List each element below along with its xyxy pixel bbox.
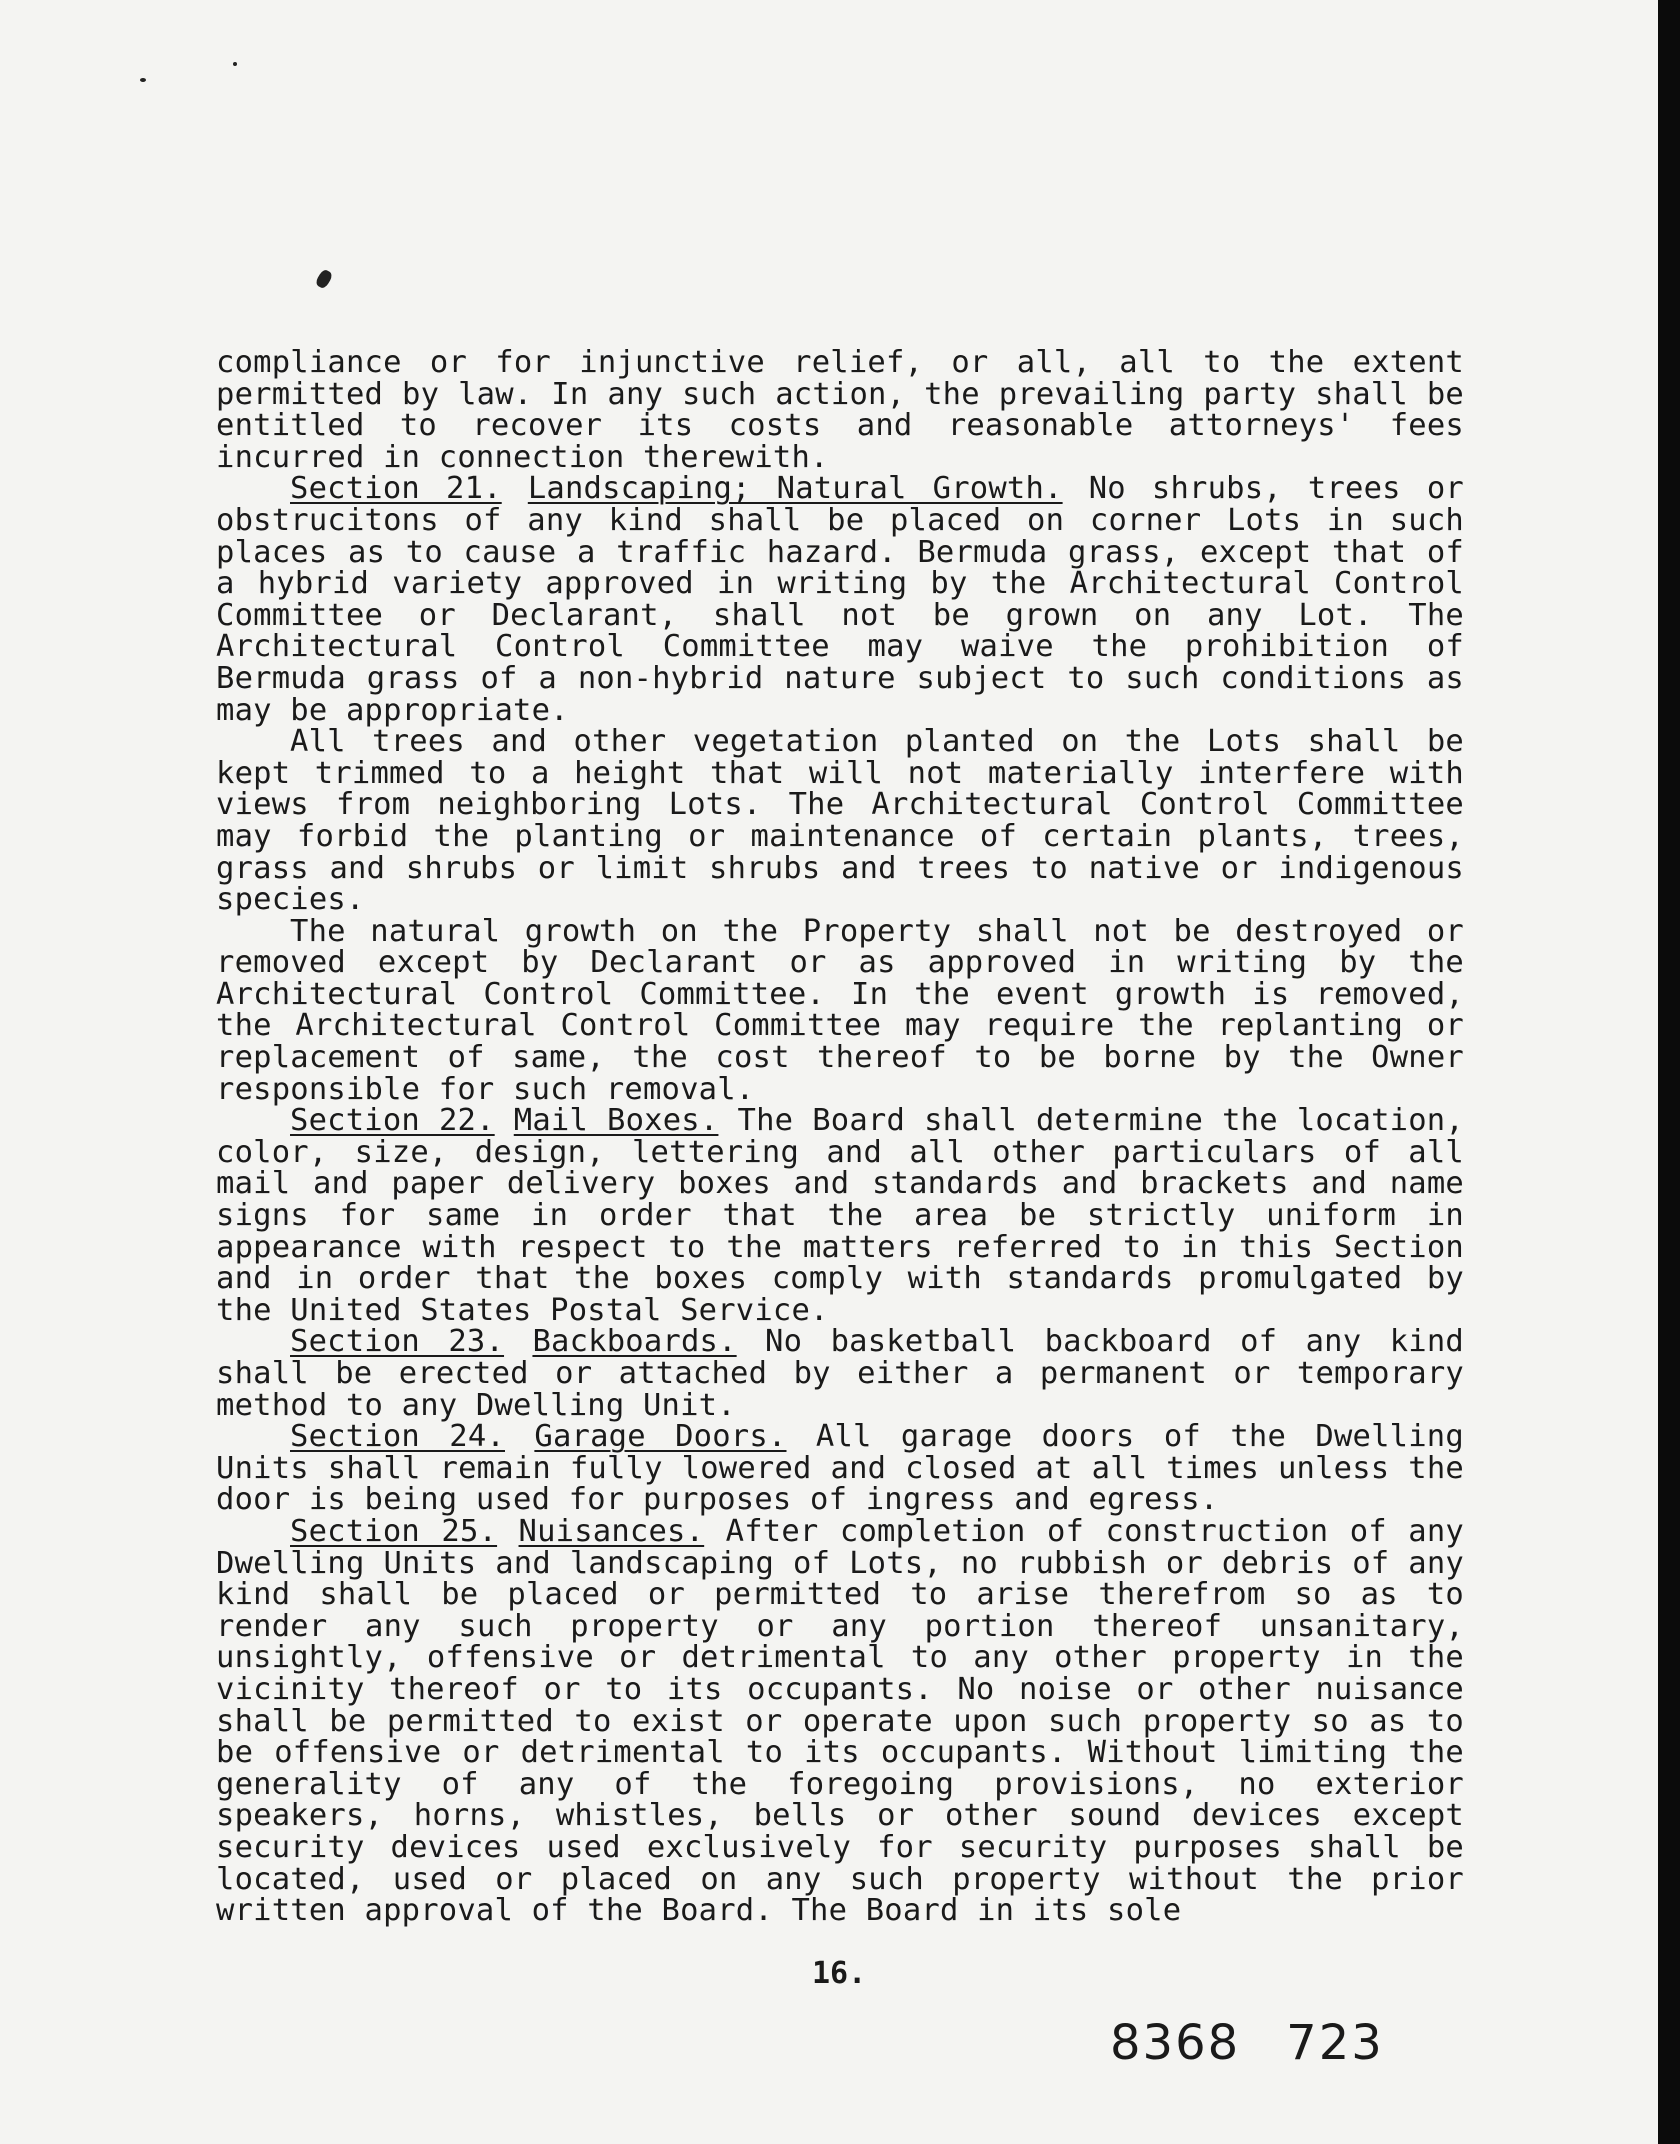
section-21-heading: Section 21. [290, 471, 502, 507]
scan-border [1658, 0, 1680, 2144]
section-23 [216, 1326, 1464, 1421]
section-24 [216, 1421, 1464, 1516]
recording-page: 723 [1286, 2015, 1384, 2071]
scan-speck [140, 78, 146, 82]
section-23-heading: Section 23. [290, 1324, 505, 1360]
page-number: 16. [812, 1956, 867, 1991]
section-23-body: No basketball backboard of any kind shall be erected or attached by either a permanent or temporary method to any Dwelling Unit. [216, 1324, 1464, 1423]
section-22-body: The Board shall determine the location, color, size, design, lettering and all other particulars of all mail and paper delivery boxes and standards and brackets and name signs for same in order that the area be strictly uniform in appearance with respect to the matters referred to in this Section and in order that the boxes comply with standards promulgated by the United States Postal Service. [216, 1103, 1464, 1328]
section-25 [216, 1513, 1464, 1929]
section-22-title: Mail Boxes. [513, 1103, 719, 1139]
section-21 [216, 473, 1464, 726]
section-24-body: All garage doors of the Dwelling Units shall remain fully lowered and closed at all times unless the door is being used for purposes of ingress and egress. [216, 1419, 1464, 1518]
section-25-title: Nuisances. [518, 1513, 705, 1549]
recording-number [1110, 2015, 1430, 2071]
recording-book: 8368 [1110, 2015, 1241, 2071]
section-21-paragraph-2: All trees and other vegetation planted on the Lots shall be kept trimmed to a height that will not materially interfere with views from neighboring Lots. The Architectural Control Committee may forbid the planting or maintenance of certain plants, trees, grass and shrubs or limit shrubs and trees to native or indigenous species. [216, 724, 1464, 918]
section-24-heading: Section 24. [290, 1419, 505, 1455]
section-25-heading: Section 25. [290, 1513, 498, 1549]
section-21-body: No shrubs, trees or obstrucitons of any kind shall be placed on corner Lots in such places as to cause a traffic hazard. Bermuda grass, except that of a hybrid variety approved in writing by the Architectural Control Committee or Declarant, shall not be grown on any Lot. The Architectural Control Committee may waive the prohibition of Bermuda grass of a non-hybrid nature subject to such conditions as may be appropriate. [216, 471, 1464, 728]
section-25-body: After completion of construction of any Dwelling Units and landscaping of Lots, no rubbish or debris of any kind shall be placed or permitted to arise therefrom so as to render any such property or any portion thereof unsanitary, unsightly, offensive or detrimental to any other property in the vicinity thereof or to its occupants. No noise or other nuisance shall be permitted to exist or operate upon such property so as to be offensive or detrimental to its occupants. Without limiting the generality of any of the foregoing provisions, no exterior speakers, horns, whistles, bells or other sound devices except security devices used exclusively for security purposes shall be located, used or placed on any such property without the prior written approval of the Board. The Board in its sole [216, 1513, 1464, 1929]
section-22-heading: Section 22. [290, 1103, 495, 1139]
section-21-paragraph-3: The natural growth on the Property shall not be destroyed or removed except by Declarant or as approved in writing by the Architectural Control Committee. In the event growth is removed, the Architectural Control Committee may require the replanting or replacement of same, the cost thereof to be borne by the Owner responsible for such removal. [216, 913, 1464, 1107]
section-21-title: Landscaping; Natural Growth. [527, 471, 1063, 507]
section-22 [216, 1105, 1464, 1326]
document-body [216, 347, 1464, 1927]
section-24-title: Garage Doors. [534, 1419, 787, 1455]
opening-paragraph: compliance or for injunctive relief, or all, all to the extent permitted by law. In any such action, the prevailing party shall be entitled to recover its costs and reasonable attorneys' fees incurred in connection therewith. [216, 345, 1464, 475]
scan-speck [233, 62, 237, 66]
scan-speck [314, 268, 333, 290]
section-23-title: Backboards. [532, 1324, 737, 1360]
